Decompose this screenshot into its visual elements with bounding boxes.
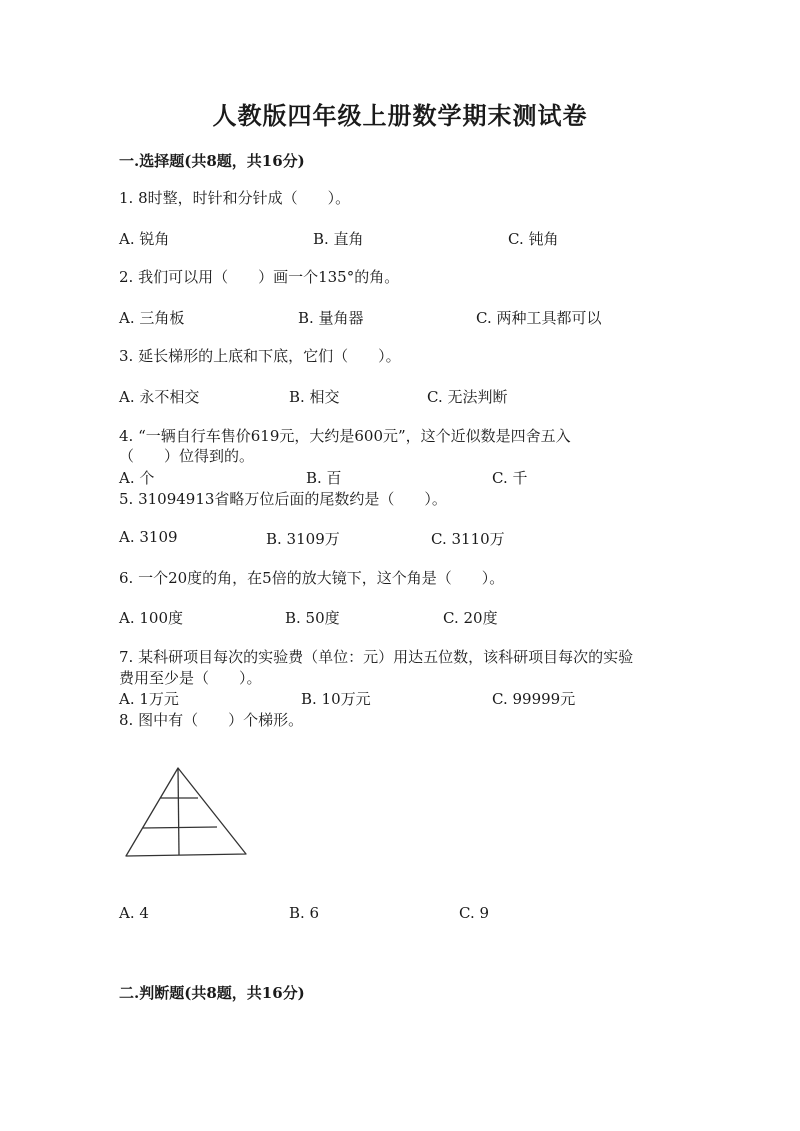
q8-option-b[interactable]: B. 6 [289,904,320,922]
q5-option-a[interactable]: A. 3109 [119,528,178,546]
question-3: 3. 延长梯形的上底和下底，它们（ ）。 [119,347,401,365]
q4-option-a[interactable]: A. 个 [119,469,155,487]
vertical-line [178,768,179,855]
q2-option-c[interactable]: C. 两种工具都可以 [476,309,602,327]
question-7-line1: 7. 某科研项目每次的实验费（单位：元）用达五位数，该科研项目每次的实验 [119,648,634,666]
section-heading-choice: 一.选择题(共8题，共16分) [119,152,305,170]
q3-option-b[interactable]: B. 相交 [289,388,340,406]
q7-option-c[interactable]: C. 99999元 [492,690,576,708]
q1-option-b[interactable]: B. 直角 [313,230,364,248]
question-4-line2: （ ）位得到的。 [119,447,255,465]
q4-option-b[interactable]: B. 百 [306,469,342,487]
question-4-line1: 4. “一辆自行车售价619元，大约是600元”，这个近似数是四舍五入 [119,427,571,445]
q8-option-a[interactable]: A. 4 [119,904,149,922]
q3-option-c[interactable]: C. 无法判断 [427,388,508,406]
q1-option-c[interactable]: C. 钝角 [508,230,559,248]
section-heading-judgement: 二.判断题(共8题，共16分) [119,984,305,1002]
question-2: 2. 我们可以用（ ）画一个135°的角。 [119,268,400,286]
question-5: 5. 31094913省略万位后面的尾数约是（ ）。 [119,490,447,508]
q1-option-a[interactable]: A. 锐角 [119,230,170,248]
q6-option-b[interactable]: B. 50度 [285,609,340,627]
q5-option-b[interactable]: B. 3109万 [266,530,340,548]
q3-option-a[interactable]: A. 永不相交 [119,388,200,406]
question-8: 8. 图中有（ ）个梯形。 [119,711,304,729]
q4-option-c[interactable]: C. 千 [492,469,528,487]
q2-option-b[interactable]: B. 量角器 [298,309,364,327]
question-1: 1. 8时整，时针和分针成（ ）。 [119,189,351,207]
trapezoid-figure [118,762,253,866]
triangle-diagram [118,762,253,862]
question-7-line2: 费用至少是（ ）。 [119,669,262,687]
q6-option-a[interactable]: A. 100度 [119,609,183,627]
page-title: 人教版四年级上册数学期末测试卷 [212,101,588,130]
q5-option-c[interactable]: C. 3110万 [431,530,505,548]
q2-option-a[interactable]: A. 三角板 [119,309,185,327]
q8-option-c[interactable]: C. 9 [459,904,490,922]
q7-option-b[interactable]: B. 10万元 [301,690,371,708]
q7-option-a[interactable]: A. 1万元 [119,690,179,708]
horizontal-line-2 [143,827,217,828]
q6-option-c[interactable]: C. 20度 [443,609,498,627]
outer-triangle [126,768,246,856]
question-6: 6. 一个20度的角，在5倍的放大镜下，这个角是（ ）。 [119,569,505,587]
